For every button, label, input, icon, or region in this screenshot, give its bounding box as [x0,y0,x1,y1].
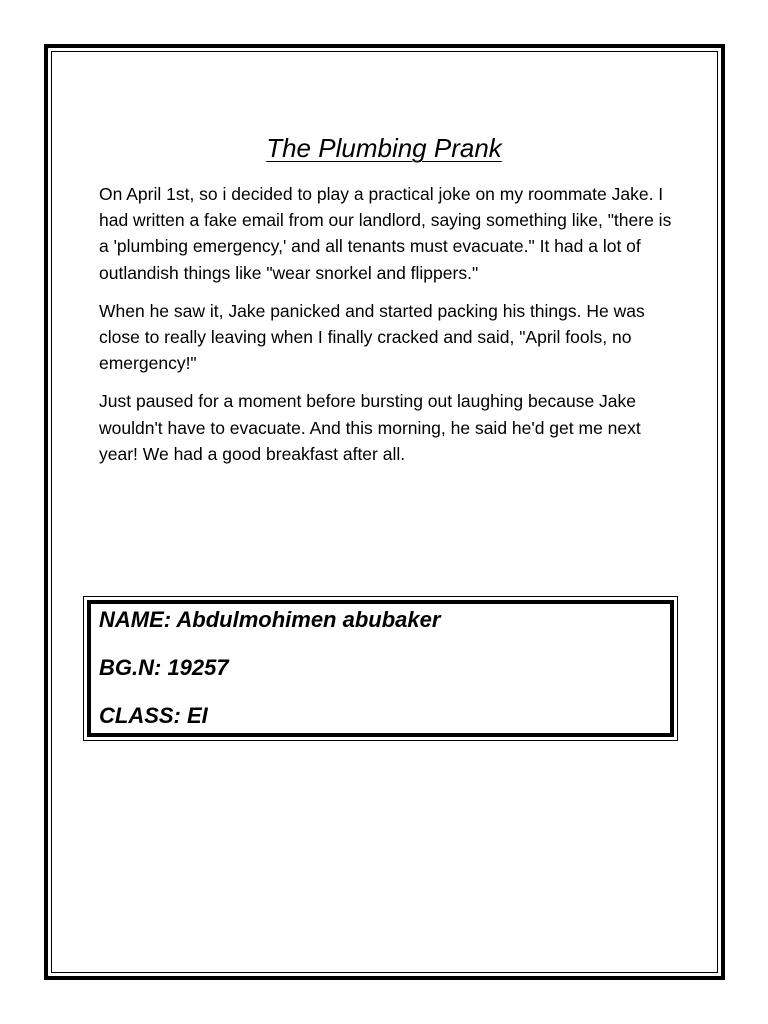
story-paragraph-1: On April 1st, so i decided to play a practical joke on my roommate Jake. I had written a fake email from our landlord, saying something like, "there is a 'plumbing emergency,' and all tenants must evacuate." It had a lot of outlandish things like "wear snorkel and flippers." [99,184,672,283]
story-paragraph-3: Just paused for a moment before bursting out laughing because Jake wouldn't have to evacuate. And this morning, he said he'd get me next year! We had a good breakfast after all. [99,391,641,464]
student-class: CLASS: EI [99,703,208,728]
story-body [99,181,674,479]
student-name: NAME: Abdulmohimen abubaker [99,607,441,632]
document-title: The Plumbing Prank [266,133,502,163]
student-bg-number: BG.N: 19257 [99,655,229,680]
story-paragraph-2: When he saw it, Jake panicked and started packing his things. He was close to really leaving when I finally cracked and said, "April fools, no emergency!" [99,300,645,374]
